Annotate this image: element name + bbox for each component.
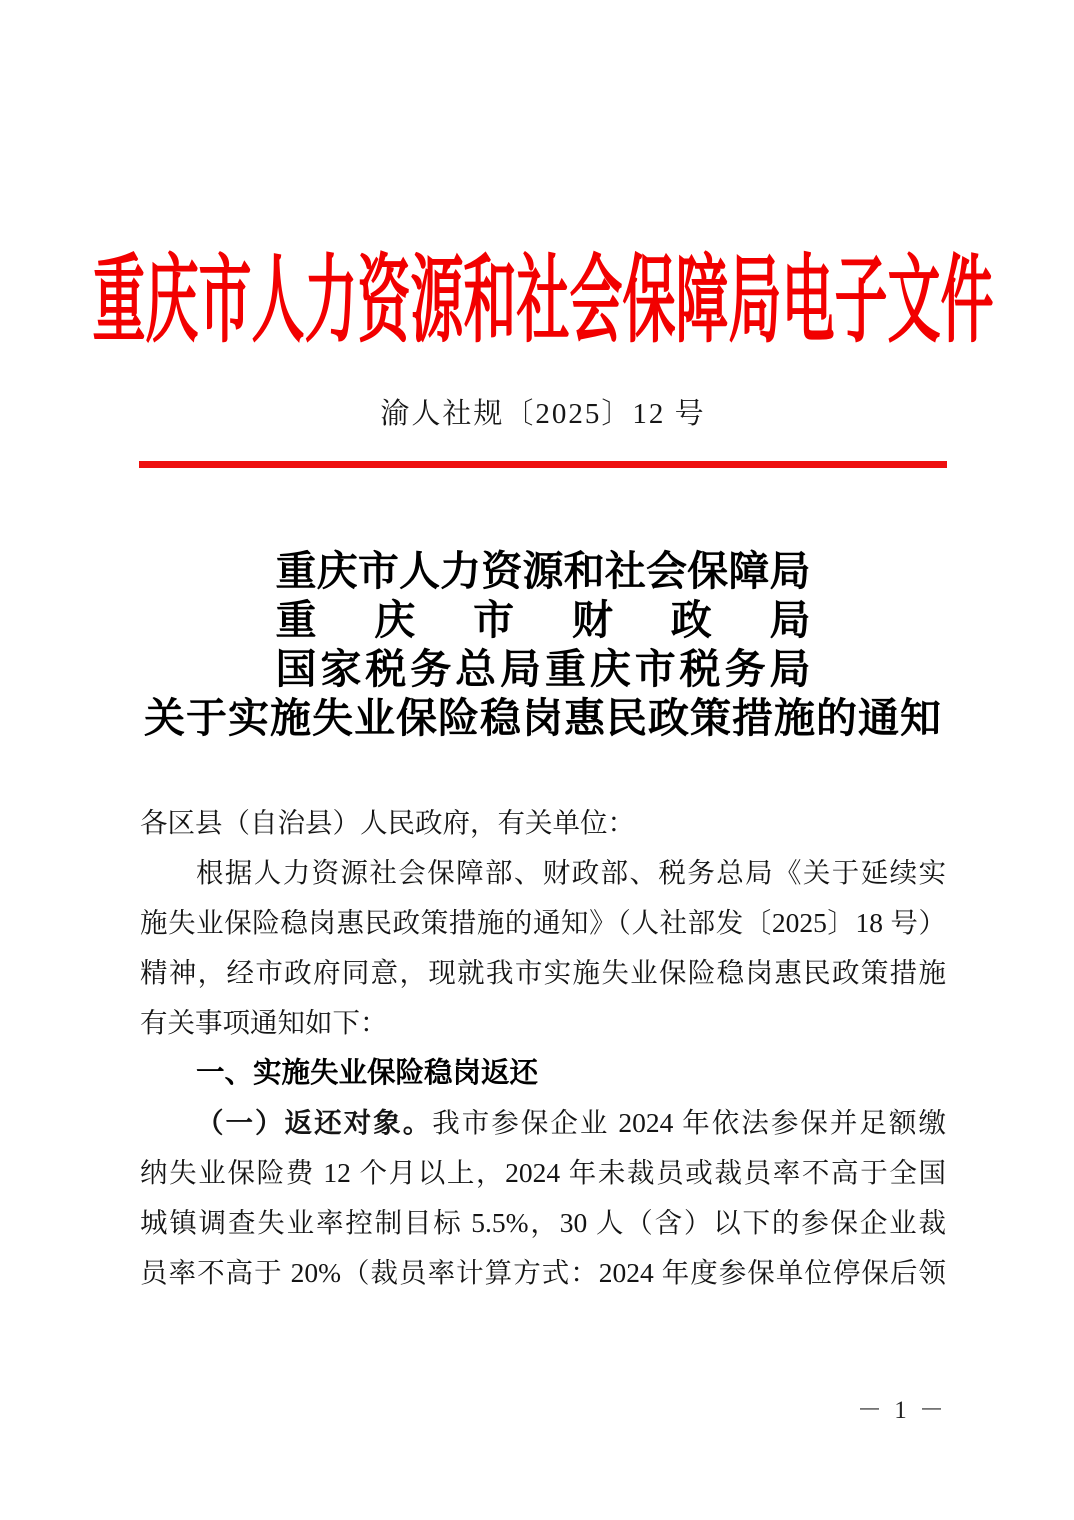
- title-agency-1-text: 重庆市人力资源和社会保障局: [275, 548, 811, 594]
- document-number: 渝人社规〔2025〕12 号: [380, 398, 706, 430]
- title-line-agency-3: [134, 645, 952, 694]
- salutation-line: 各区县（自治县）人民政府，有关单位：: [140, 807, 635, 838]
- body-line: 有关事项通知如下：: [140, 1007, 388, 1038]
- page-number: － 1 －: [856, 1397, 947, 1424]
- body-line: 员率不高于 20%（裁员率计算方式：2024 年度参保单位停保后领: [140, 1257, 946, 1288]
- agency-banner-title: 重庆市人力资源和社会保障局电子文件: [92, 250, 994, 355]
- title-line-agency-1: [134, 547, 952, 596]
- document-body: [140, 798, 946, 1298]
- title-line-agency-2: [134, 596, 952, 645]
- title-agency-3-text: 国家税务总局重庆市税务局: [275, 646, 811, 692]
- section-heading: 一、实施失业保险稳岗返还: [196, 1057, 539, 1089]
- red-header-banner: [92, 250, 994, 355]
- body-line: 城镇调查失业率控制目标 5.5%，30 人（含）以下的参保企业裁: [140, 1207, 946, 1238]
- title-agency-2-text: 重 庆 市 财 政 局: [275, 597, 811, 643]
- body-line: [140, 1098, 946, 1148]
- title-line-subject: 关于实施失业保险稳岗惠民政策措施的通知: [144, 695, 942, 741]
- item-label: （一）返还对象。: [196, 1107, 433, 1138]
- body-line: 精神，经市政府同意，现就我市实施失业保险稳岗惠民政策措施: [140, 957, 946, 988]
- body-line: 施失业保险稳岗惠民政策措施的通知》（人社部发〔2025〕18 号）: [140, 907, 946, 938]
- body-line: 纳失业保险费 12 个月以上，2024 年未裁员或裁员率不高于全国: [140, 1157, 946, 1188]
- document-title-block: [134, 547, 952, 743]
- header-divider-line: [139, 461, 947, 468]
- item-text: 我市参保企业 2024 年依法参保并足额缴: [432, 1107, 946, 1138]
- body-line: 根据人力资源社会保障部、财政部、税务总局《关于延续实: [196, 857, 946, 888]
